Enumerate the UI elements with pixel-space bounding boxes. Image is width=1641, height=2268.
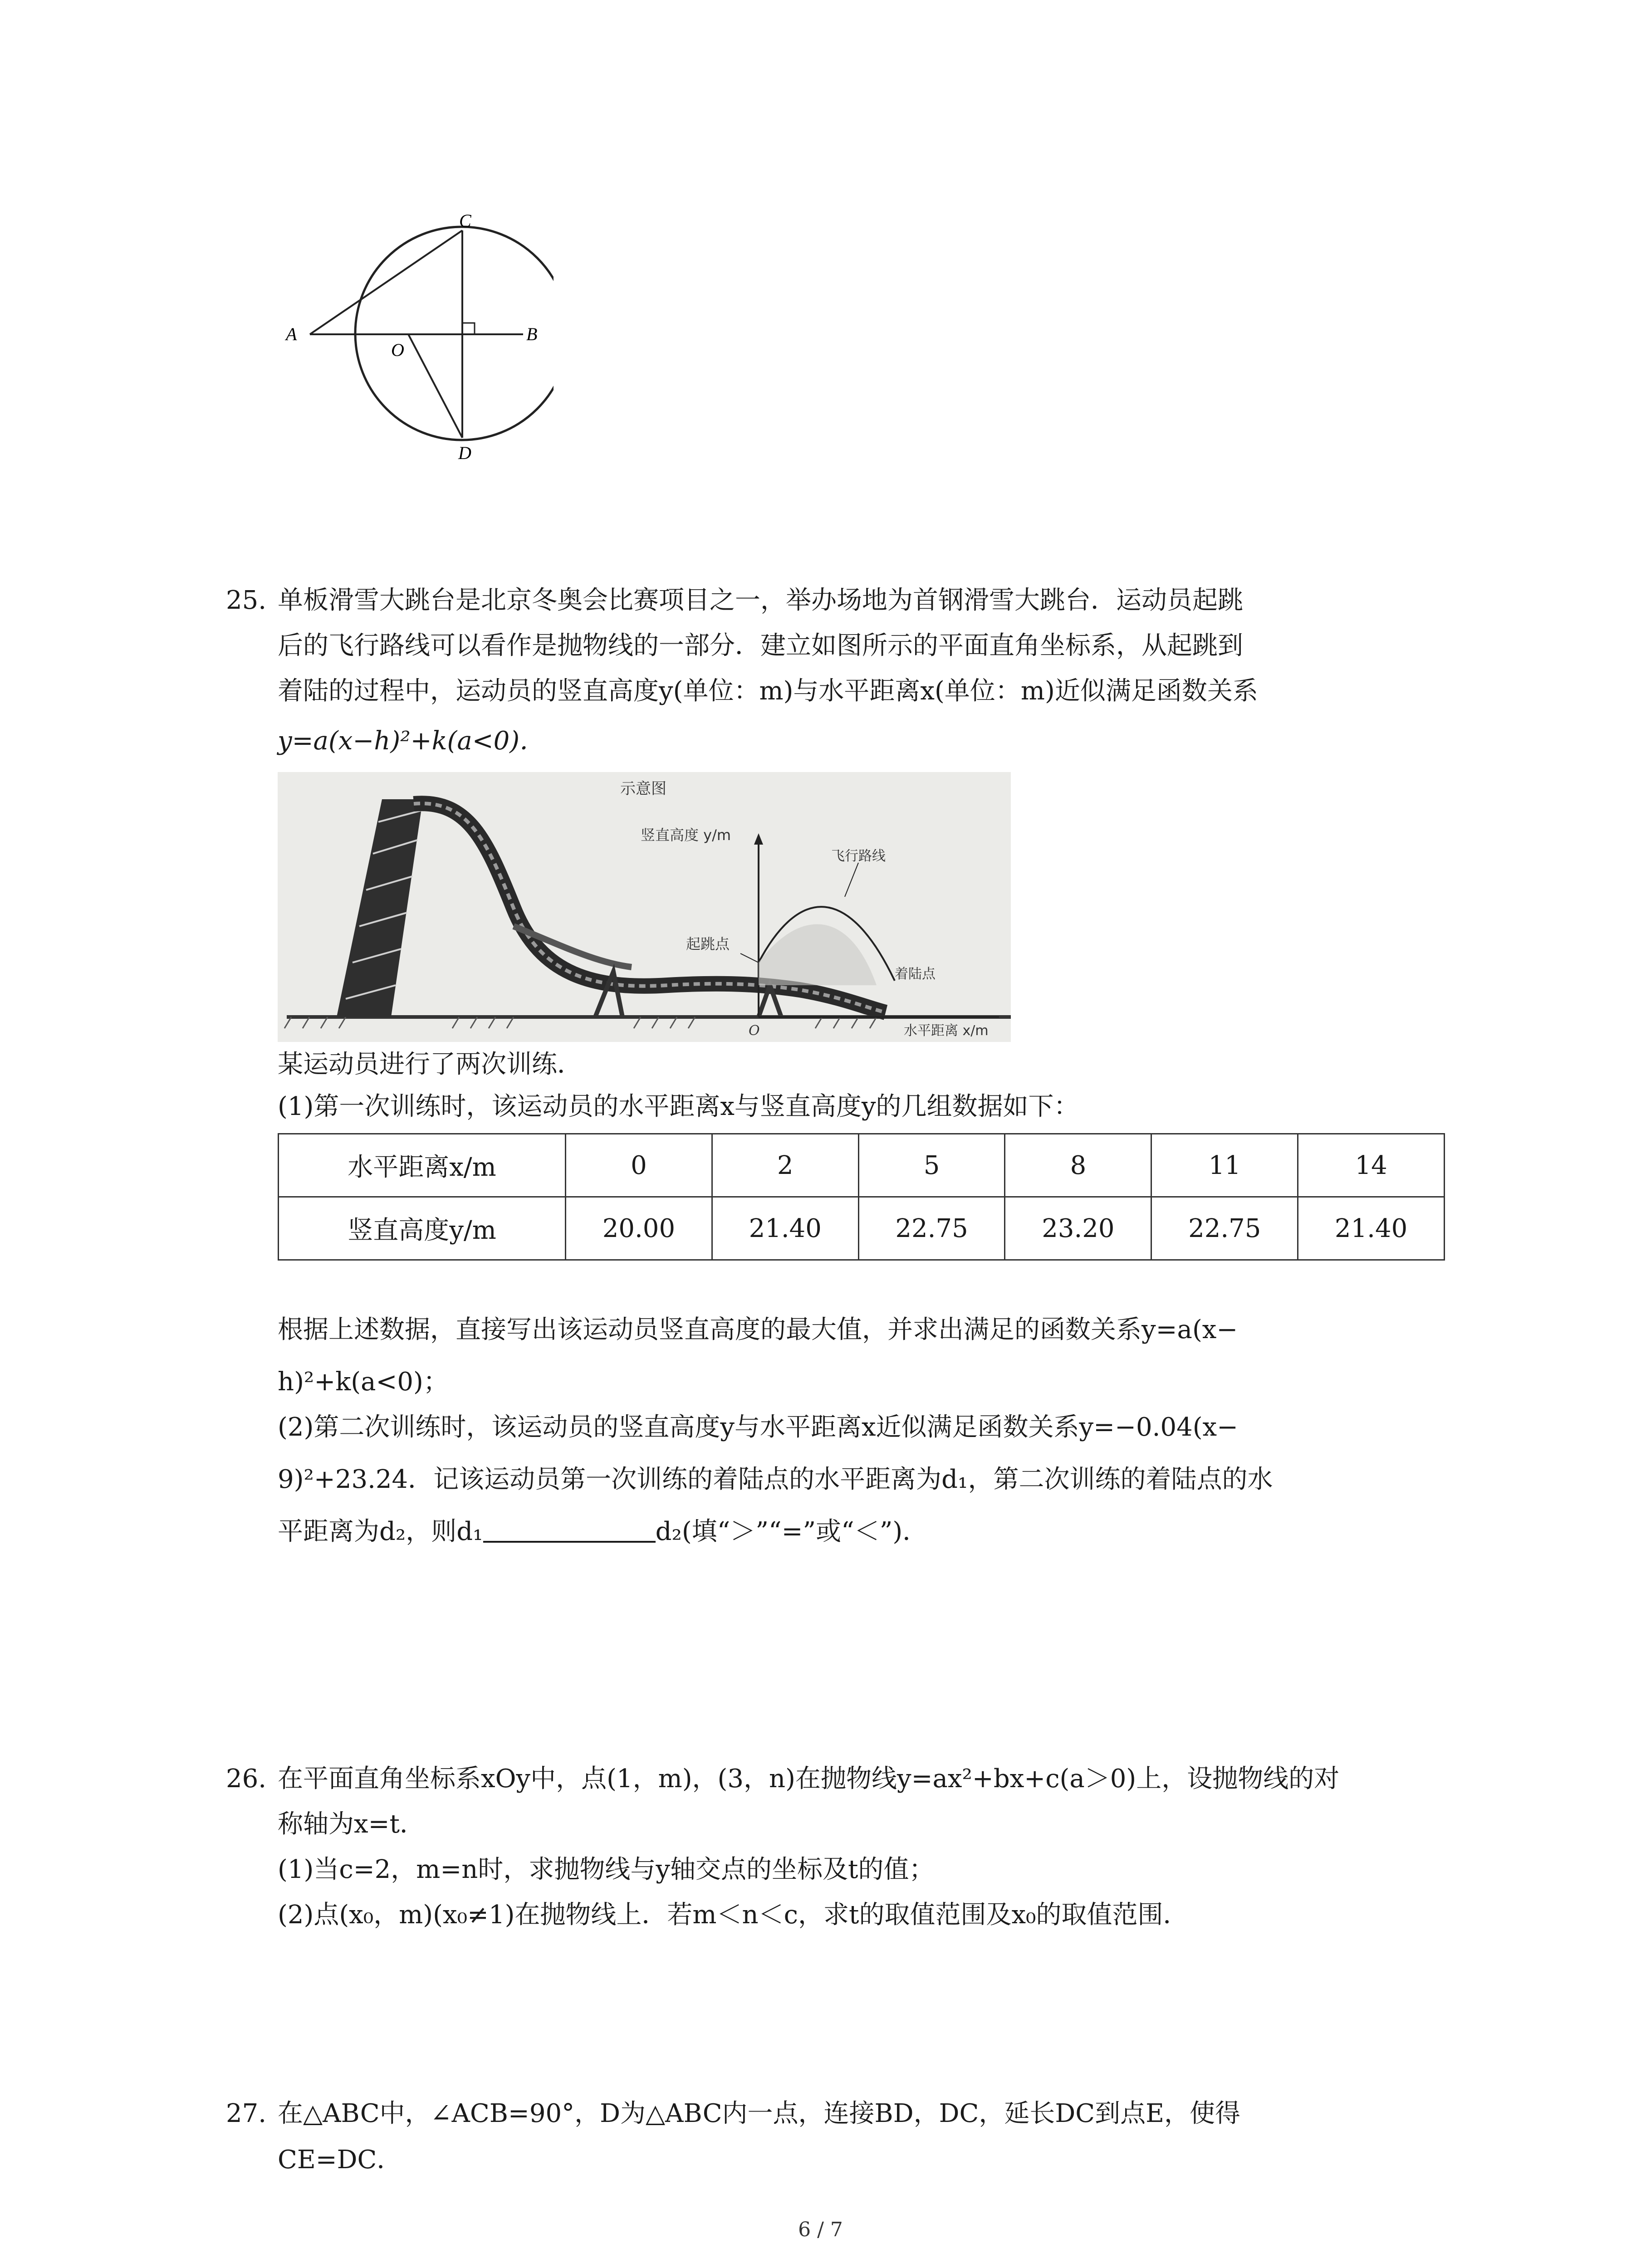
- table-cell: 14: [1298, 1134, 1445, 1197]
- table-cell: 22.75: [1151, 1197, 1298, 1260]
- q25-part2-c-post: d₂(填“＞”“=”或“＜”)．: [655, 1517, 928, 1546]
- table-header-x: 水平距离x/m: [279, 1134, 566, 1197]
- diagram-x-axis-label: 水平距离 x/m: [904, 1023, 989, 1039]
- table-cell: 0: [566, 1134, 712, 1197]
- table-header-y: 竖直高度y/m: [279, 1197, 566, 1260]
- label-a: A: [286, 324, 297, 344]
- table-cell: 8: [1005, 1134, 1151, 1197]
- table-cell: 21.40: [712, 1197, 858, 1260]
- answer-blank[interactable]: [483, 1519, 656, 1543]
- table-cell: 2: [712, 1134, 858, 1197]
- ski-jump-diagram: [278, 772, 1011, 1042]
- q25-part1: (1)第一次训练时，该运动员的水平距离x与竖直高度y的几组数据如下：: [278, 1092, 1079, 1121]
- q25-part2-b: 9)²+23.24．记该运动员第一次训练的着陆点的水平距离为d₁，第二次训练的着陆点的水: [278, 1465, 1273, 1494]
- q26-part2: (2)点(x₀，m)(x₀≠1)在抛物线上．若m＜n＜c，求t的取值范围及x₀的取值范围．: [278, 1900, 1189, 1930]
- q26-line-2: 称轴为x=t．: [278, 1809, 426, 1839]
- q27-line-2: CE=DC．: [278, 2145, 402, 2175]
- q25-part1-question-a: 根据上述数据，直接写出该运动员竖直高度的最大值，并求出满足的函数关系y=a(x−: [278, 1315, 1238, 1344]
- q25-data-table: [278, 1133, 1445, 1261]
- q26-part1: (1)当c=2，m=n时，求抛物线与y轴交点的坐标及t的值；: [278, 1855, 935, 1884]
- q25-part1-question-b: h)²+k(a<0)；: [278, 1367, 449, 1397]
- table-cell: 20.00: [566, 1197, 712, 1260]
- table-cell: 5: [858, 1134, 1005, 1197]
- diagram-y-axis-label: 竖直高度 y/m: [641, 826, 731, 844]
- page-number: 6 / 7: [798, 2218, 843, 2241]
- table-cell: 22.75: [858, 1197, 1005, 1260]
- diagram-landing-label: 着陆点: [895, 966, 936, 982]
- q25-intro: 某运动员进行了两次训练．: [278, 1050, 583, 1079]
- q25-line-3: 着陆的过程中，运动员的竖直高度y(单位：m)与水平距离x(单位：m)近似满足函数关系: [278, 676, 1258, 706]
- q25-part2-a: (2)第二次训练时，该运动员的竖直高度y与水平距离x近似满足函数关系y=−0.04(x−: [278, 1413, 1239, 1442]
- table-row: [279, 1197, 1445, 1260]
- diagram-flight-path-label: 飞行路线: [831, 848, 886, 864]
- q27-number: 27.: [226, 2099, 267, 2128]
- table-cell: 11: [1151, 1134, 1298, 1197]
- q27-line-1: 在△ABC中，∠ACB=90°，D为△ABC内一点，连接BD，DC，延长DC到点E，使得: [278, 2099, 1240, 2128]
- label-o: O: [391, 340, 404, 360]
- label-b: B: [526, 324, 538, 344]
- q26-number: 26.: [226, 1764, 267, 1794]
- q25-formula: y=a(x−h)²+k(a<0)．: [278, 726, 545, 756]
- table-cell: 21.40: [1298, 1197, 1445, 1260]
- q25-number: 25.: [226, 586, 267, 615]
- diagram-title: 示意图: [620, 780, 666, 798]
- q25-part2-c: [278, 1517, 928, 1546]
- label-c: C: [459, 210, 471, 231]
- diagram-takeoff-label: 起跳点: [686, 935, 730, 953]
- diagram-origin-label: O: [749, 1023, 760, 1039]
- q25-line-2: 后的飞行路线可以看作是抛物线的一部分．建立如图所示的平面直角坐标系，从起跳到: [278, 631, 1243, 660]
- q25-part2-c-pre: 平距离为d₂，则d₁: [278, 1517, 483, 1546]
- label-d: D: [458, 443, 471, 463]
- table-cell: 23.20: [1005, 1197, 1151, 1260]
- q25-line-1: 单板滑雪大跳台是北京冬奥会比赛项目之一，举办场地为首钢滑雪大跳台．运动员起跳: [278, 586, 1243, 615]
- circle-figure: [272, 209, 554, 463]
- q26-line-1: 在平面直角坐标系xOy中，点(1，m)，(3，n)在抛物线y=ax²+bx+c(a＞0)上，设抛物线的对: [278, 1764, 1340, 1794]
- table-row: [279, 1134, 1445, 1197]
